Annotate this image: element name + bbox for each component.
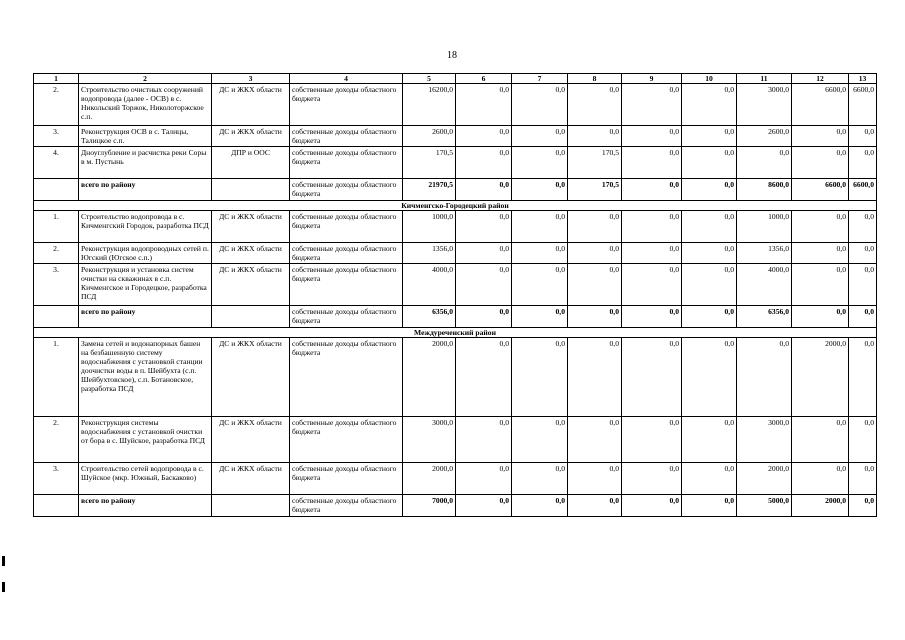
funding-source: собственные доходы областного бюджета [290,306,403,328]
table-row [34,211,877,243]
amount-cell: 0,0 [682,147,737,179]
total-amount-cell: 6356,0 [403,306,456,328]
row-number: 1. [34,338,79,417]
total-amount-cell: 6600,0 [792,179,849,201]
total-amount-cell: 0,0 [512,306,568,328]
total-amount-cell: 0,0 [622,306,682,328]
district-title: Кичменгско-Городецкий район [34,201,877,211]
amount-cell: 0,0 [456,417,512,463]
column-header-row [34,74,877,84]
amount-cell: 0,0 [512,211,568,243]
amount-cell: 0,0 [622,417,682,463]
executor: ДС и ЖКХ области [212,211,290,243]
row-number: 3. [34,264,79,306]
amount-cell: 2600,0 [403,126,456,147]
column-header: 13 [849,74,877,84]
amount-cell: 0,0 [568,264,622,306]
total-amount-cell: 0,0 [682,306,737,328]
total-amount-cell: 0,0 [568,495,622,517]
amount-cell: 0,0 [849,338,877,417]
total-amount-cell: 0,0 [682,179,737,201]
amount-cell: 0,0 [456,147,512,179]
total-amount-cell: 0,0 [622,495,682,517]
project-name: Реконструкция и установка систем очистки на скважинах в с.п. Кичменгское и Городецкое, разработка ПСД [79,264,212,306]
amount-cell: 0,0 [849,463,877,495]
total-amount-cell: 5000,0 [737,495,792,517]
amount-cell: 0,0 [512,84,568,126]
column-header: 11 [737,74,792,84]
amount-cell: 0,0 [512,126,568,147]
amount-cell: 0,0 [622,126,682,147]
funding-source: собственные доходы областного бюджета [290,463,403,495]
amount-cell: 0,0 [792,417,849,463]
amount-cell: 0,0 [682,417,737,463]
amount-cell: 0,0 [512,243,568,264]
amount-cell: 0,0 [622,211,682,243]
table-row [34,264,877,306]
total-amount-cell: 0,0 [456,179,512,201]
district-section-row [34,328,877,338]
row-number: 1. [34,211,79,243]
amount-cell: 0,0 [568,84,622,126]
district-section-row [34,201,877,211]
amount-cell: 2600,0 [737,126,792,147]
project-name: Замена сетей и водонапорных башен на безбашенную систему водоснабжения с установкой станции доочистки воды в п. Шейбухта (с.п. Шейбухтовское), с.п. Ботановское, разработка ПСД [79,338,212,417]
row-number-empty [34,179,79,201]
amount-cell: 0,0 [792,264,849,306]
total-amount-cell: 0,0 [849,495,877,517]
total-amount-cell: 8600,0 [737,179,792,201]
amount-cell: 170,5 [568,147,622,179]
project-name: Дноуглубление и расчистка реки Соры в м. Пустынь [79,147,212,179]
amount-cell: 0,0 [568,211,622,243]
amount-cell: 6600,0 [792,84,849,126]
total-label: всего по району [79,179,212,201]
executor: ДС и ЖКХ области [212,126,290,147]
amount-cell: 0,0 [568,417,622,463]
total-amount-cell: 6356,0 [737,306,792,328]
district-title: Междуреченский район [34,328,877,338]
amount-cell: 0,0 [682,126,737,147]
amount-cell: 0,0 [737,147,792,179]
total-amount-cell: 2000,0 [792,495,849,517]
amount-cell: 0,0 [682,338,737,417]
total-amount-cell: 6600,0 [849,179,877,201]
funding-source: собственные доходы областного бюджета [290,495,403,517]
funding-source: собственные доходы областного бюджета [290,84,403,126]
row-number: 4. [34,147,79,179]
amount-cell: 0,0 [456,463,512,495]
funding-source: собственные доходы областного бюджета [290,147,403,179]
amount-cell: 2000,0 [737,463,792,495]
total-amount-cell: 7000,0 [403,495,456,517]
funding-source: собственные доходы областного бюджета [290,338,403,417]
amount-cell: 0,0 [568,463,622,495]
project-name: Реконструкция водопроводных сетей п. Югский (Югское с.п.) [79,243,212,264]
amount-cell: 0,0 [792,126,849,147]
column-header: 7 [512,74,568,84]
column-header: 2 [79,74,212,84]
amount-cell: 0,0 [456,211,512,243]
amount-cell: 0,0 [456,338,512,417]
total-label: всего по району [79,495,212,517]
amount-cell: 0,0 [682,463,737,495]
amount-cell: 16200,0 [403,84,456,126]
table-row [34,417,877,463]
total-amount-cell: 0,0 [682,495,737,517]
total-amount-cell: 0,0 [849,306,877,328]
amount-cell: 0,0 [622,338,682,417]
amount-cell: 0,0 [456,243,512,264]
amount-cell: 2000,0 [792,338,849,417]
amount-cell: 2000,0 [403,338,456,417]
amount-cell: 0,0 [622,243,682,264]
amount-cell: 0,0 [512,463,568,495]
amount-cell: 1356,0 [403,243,456,264]
margin-mark [2,582,5,592]
amount-cell: 0,0 [849,126,877,147]
table-row [34,84,877,126]
amount-cell: 0,0 [682,211,737,243]
amount-cell: 0,0 [512,338,568,417]
amount-cell: 1000,0 [403,211,456,243]
project-name: Реконструкция ОСВ в с. Талицы, Талицкое с.п. [79,126,212,147]
amount-cell: 3000,0 [737,84,792,126]
amount-cell: 3000,0 [403,417,456,463]
row-number: 2. [34,417,79,463]
total-label: всего по району [79,306,212,328]
amount-cell: 0,0 [568,126,622,147]
amount-cell: 0,0 [682,243,737,264]
amount-cell: 0,0 [622,147,682,179]
total-amount-cell: 0,0 [792,306,849,328]
amount-cell: 1356,0 [737,243,792,264]
executor: ДС и ЖКХ области [212,243,290,264]
column-header: 6 [456,74,512,84]
amount-cell: 0,0 [456,264,512,306]
executor: ДС и ЖКХ области [212,84,290,126]
amount-cell: 0,0 [849,417,877,463]
funding-source: собственные доходы областного бюджета [290,417,403,463]
amount-cell: 0,0 [849,243,877,264]
executor-empty [212,495,290,517]
table-row [34,463,877,495]
amount-cell: 0,0 [737,338,792,417]
executor: ДС и ЖКХ области [212,338,290,417]
executor-empty [212,306,290,328]
amount-cell: 0,0 [792,243,849,264]
table-row [34,338,877,417]
amount-cell: 0,0 [622,84,682,126]
amount-cell: 0,0 [622,463,682,495]
column-header: 9 [622,74,682,84]
district-total-row [34,495,877,517]
amount-cell: 0,0 [682,84,737,126]
amount-cell: 0,0 [792,211,849,243]
total-amount-cell: 0,0 [512,179,568,201]
budget-table [33,73,877,517]
column-header: 3 [212,74,290,84]
total-amount-cell: 0,0 [456,495,512,517]
amount-cell: 0,0 [568,338,622,417]
total-amount-cell: 0,0 [622,179,682,201]
funding-source: собственные доходы областного бюджета [290,211,403,243]
table-row [34,126,877,147]
executor: ДС и ЖКХ области [212,417,290,463]
total-amount-cell: 0,0 [568,306,622,328]
amount-cell: 3000,0 [737,417,792,463]
district-total-row [34,179,877,201]
page-number: 18 [447,50,457,61]
row-number-empty [34,306,79,328]
amount-cell: 0,0 [849,211,877,243]
column-header: 5 [403,74,456,84]
funding-source: собственные доходы областного бюджета [290,126,403,147]
row-number: 2. [34,84,79,126]
executor-empty [212,179,290,201]
amount-cell: 0,0 [456,84,512,126]
amount-cell: 0,0 [849,147,877,179]
amount-cell: 0,0 [682,264,737,306]
column-header: 4 [290,74,403,84]
column-header: 8 [568,74,622,84]
amount-cell: 0,0 [849,264,877,306]
amount-cell: 6600,0 [849,84,877,126]
amount-cell: 0,0 [622,264,682,306]
funding-source: собственные доходы областного бюджета [290,264,403,306]
margin-mark [2,556,5,566]
amount-cell: 0,0 [792,147,849,179]
column-header: 1 [34,74,79,84]
amount-cell: 0,0 [512,147,568,179]
amount-cell: 0,0 [512,264,568,306]
column-header: 12 [792,74,849,84]
total-amount-cell: 21970,5 [403,179,456,201]
row-number-empty [34,495,79,517]
amount-cell: 2000,0 [403,463,456,495]
funding-source: собственные доходы областного бюджета [290,179,403,201]
project-name: Строительство водопровода в с. Кичменгский Городок, разработка ПСД [79,211,212,243]
column-header: 10 [682,74,737,84]
amount-cell: 0,0 [568,243,622,264]
amount-cell: 170,5 [403,147,456,179]
amount-cell: 4000,0 [403,264,456,306]
executor: ДПР и ООС [212,147,290,179]
executor: ДС и ЖКХ области [212,463,290,495]
total-amount-cell: 0,0 [456,306,512,328]
row-number: 2. [34,243,79,264]
amount-cell: 1000,0 [737,211,792,243]
executor: ДС и ЖКХ области [212,264,290,306]
amount-cell: 4000,0 [737,264,792,306]
table-row [34,243,877,264]
district-total-row [34,306,877,328]
total-amount-cell: 170,5 [568,179,622,201]
project-name: Строительство очистных сооружений водопровода (далее - ОСВ) в с. Никольский Торжок, Николоторжское с.п. [79,84,212,126]
amount-cell: 0,0 [512,417,568,463]
total-amount-cell: 0,0 [512,495,568,517]
project-name: Реконструкция системы водоснабжения с установкой очистки от бора в с. Шуйское, разработка ПСД [79,417,212,463]
funding-source: собственные доходы областного бюджета [290,243,403,264]
amount-cell: 0,0 [792,463,849,495]
project-name: Строительство сетей водопровода в с. Шуйское (мкр. Южный, Баскаково) [79,463,212,495]
table-row [34,147,877,179]
row-number: 3. [34,126,79,147]
row-number: 3. [34,463,79,495]
amount-cell: 0,0 [456,126,512,147]
